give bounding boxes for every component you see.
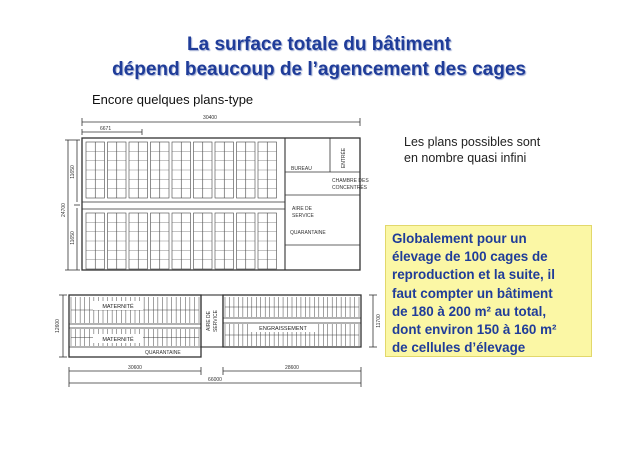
room-chambre-2: CONCENTRÉS [332, 185, 368, 191]
room-chambre-1: CHAMBRE DES [332, 178, 369, 184]
dim-right-height: 11700 [376, 314, 382, 328]
highlight-line: élevage de 100 cages de [392, 249, 548, 265]
room-quarantaine: QUARANTAINE [290, 230, 326, 236]
room-entree: ENTRÉE [341, 147, 347, 169]
room-aire-2: SERVICE [213, 310, 219, 332]
title-line-1: La surface totale du bâtiment [187, 34, 451, 55]
dim-left-height: 12600 [55, 319, 61, 333]
dim-upper-height: 11650 [70, 165, 76, 179]
note [404, 134, 584, 166]
room-maternite-2: MATERNITÉ [102, 337, 134, 343]
floor-plan-2 [55, 285, 385, 393]
highlight-line: dont environ 150 à 160 m² [392, 322, 557, 338]
room-aire-1: AIRE DE [206, 310, 212, 332]
dim-total-width: 66000 [208, 377, 222, 383]
floor-plan-1 [60, 110, 375, 275]
room-engraissement: ENGRAISSEMENT [259, 326, 307, 332]
highlight-box [385, 225, 592, 357]
room-quarantaine: QUARANTAINE [145, 350, 181, 356]
highlight-line: Globalement pour un [392, 231, 527, 246]
note-line-1: Les plans possibles sont [404, 135, 541, 149]
dim-lower-height: 11650 [70, 231, 76, 245]
dim-right-width: 28600 [285, 365, 299, 371]
note-line-2: en nombre quasi infini [404, 151, 527, 165]
dim-offset: 6671 [100, 126, 112, 132]
title-line-2: dépend beaucoup de l’agencement des cages [112, 59, 526, 80]
highlight-line: faut compter un bâtiment [392, 285, 553, 301]
highlight-line: de 180 à 200 m² au total, [392, 303, 547, 319]
highlight-line: reproduction et la suite, il [392, 267, 555, 283]
room-bureau: BUREAU [291, 166, 312, 172]
room-aire-2: SERVICE [292, 213, 314, 219]
dim-total-width: 30400 [203, 115, 217, 121]
subtitle: Encore quelques plans-type [92, 92, 254, 107]
dim-left-width: 30600 [128, 365, 142, 371]
dim-total-height: 24700 [61, 203, 67, 217]
room-aire-1: AIRE DE [292, 206, 313, 212]
highlight-line: de cellules d’élevage [392, 340, 526, 356]
room-maternite-1: MATERNITÉ [102, 304, 134, 310]
